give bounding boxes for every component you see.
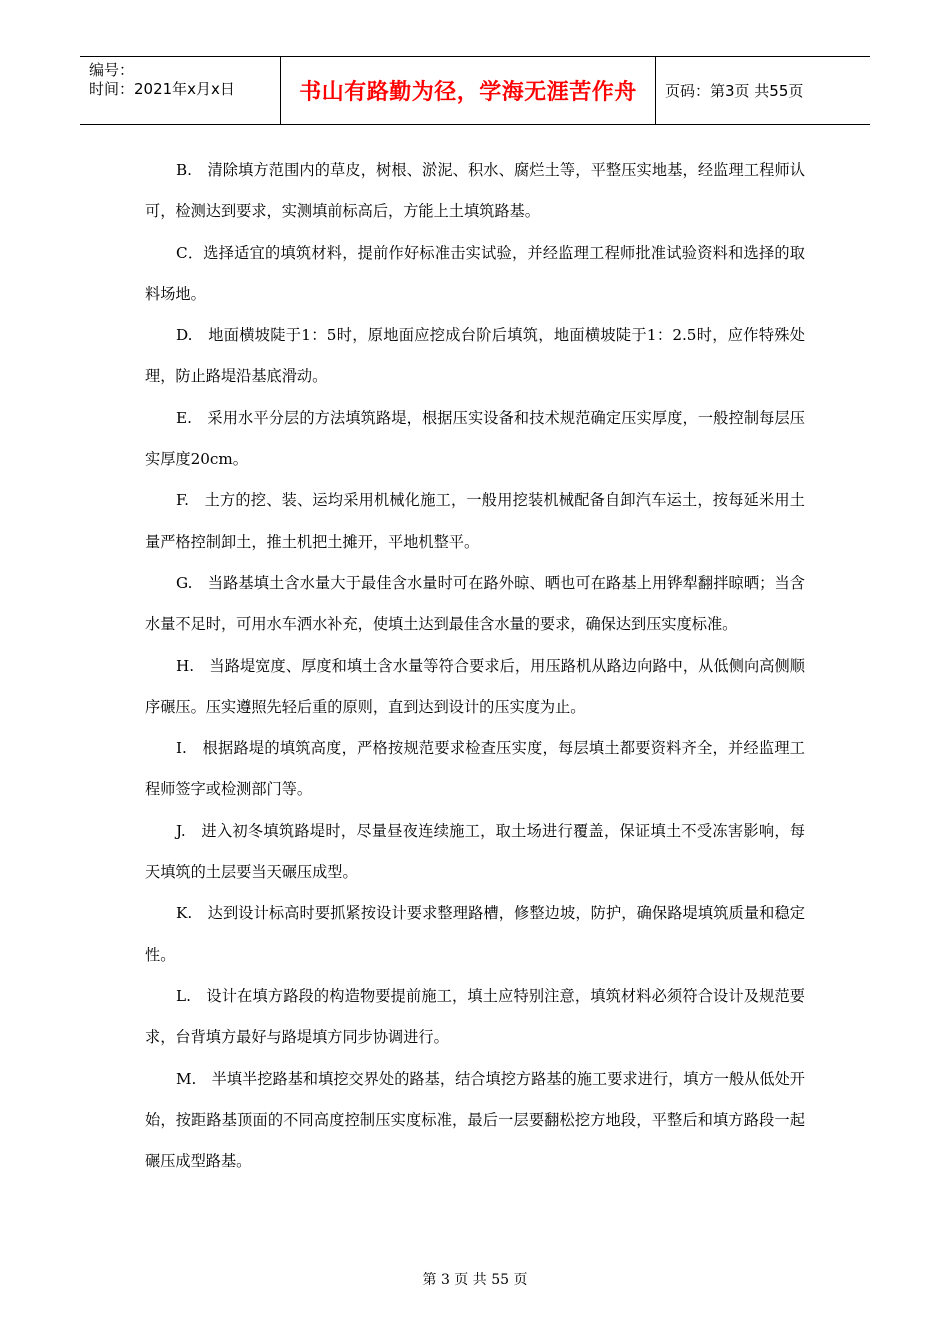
code-label: 编号： [89, 61, 135, 79]
header-meta [80, 57, 281, 124]
paragraph-g: G. 当路基填土含水量大于最佳含水量时可在路外晾、晒也可在路基上用铧犁翻拌晾晒；当含水量不足时，可用水车洒水补充，使填土达到最佳含水量的要求，确保达到压实度标准。 [145, 573, 805, 634]
paragraph-d: D. 地面横坡陡于1：5时，原地面应挖成台阶后填筑，地面横坡陡于1：2.5时，应作特殊处理，防止路堤沿基底滑动。 [145, 326, 805, 386]
header-motto: 书山有路勤为径，学海无涯苦作舟 [281, 57, 656, 124]
paragraph-e: E. 采用水平分层的方法填筑路堤，根据压实设备和技术规范确定压实厚度，一般控制每层压实厚度20cm。 [145, 408, 805, 469]
paragraph-k: K. 达到设计标高时要抓紧按设计要求整理路槽，修整边坡，防护，确保路堤填筑质量和稳定性。 [145, 904, 805, 964]
time-label: 时间：2021年x月x日 [89, 80, 235, 98]
paragraph-j: J. 进入初冬填筑路堤时，尽量昼夜连续施工，取土场进行覆盖，保证填土不受冻害影响，每天填筑的土层要当天碾压成型。 [145, 821, 805, 882]
header-page-info: 页码：第3页 共55页 [665, 82, 804, 100]
document-body [145, 150, 805, 1182]
paragraph-m: M. 半填半挖路基和填挖交界处的路基，结合填挖方路基的施工要求进行，填方一般从低处开始，按距路基顶面的不同高度控制压实度标准，最后一层要翻松挖方地段，平整后和填方路段一起碾压成型路基。 [145, 1069, 805, 1171]
paragraph-i: I. 根据路堤的填筑高度，严格按规范要求检查压实度，每层填土都要资料齐全，并经监理工程师签字或检测部门等。 [145, 739, 805, 799]
paragraph-f: F. 土方的挖、装、运均采用机械化施工，一般用挖装机械配备自卸汽车运土，按每延米用土量严格控制卸土，推土机把土摊开，平地机整平。 [145, 491, 805, 551]
paragraph-h: H. 当路堤宽度、厚度和填土含水量等符合要求后，用压路机从路边向路中，从低侧向高侧顺序碾压。压实遵照先轻后重的原则，直到达到设计的压实度为止。 [145, 656, 805, 716]
paragraph-c: C．选择适宜的填筑材料，提前作好标准击实试验，并经监理工程师批准试验资料和选择的取料场地。 [145, 243, 805, 303]
document-header [80, 56, 870, 125]
paragraph-b: B. 清除填方范围内的草皮，树根、淤泥、积水、腐烂土等，平整压实地基，经监理工程师认可，检测达到要求，实测填前标高后，方能上土填筑路基。 [145, 161, 805, 221]
paragraph-l: L. 设计在填方路段的构造物要提前施工，填土应特别注意，填筑材料必须符合设计及规范要求，台背填方最好与路堤填方同步协调进行。 [145, 986, 805, 1047]
page-footer: 第 3 页 共 55 页 [422, 1272, 528, 1288]
